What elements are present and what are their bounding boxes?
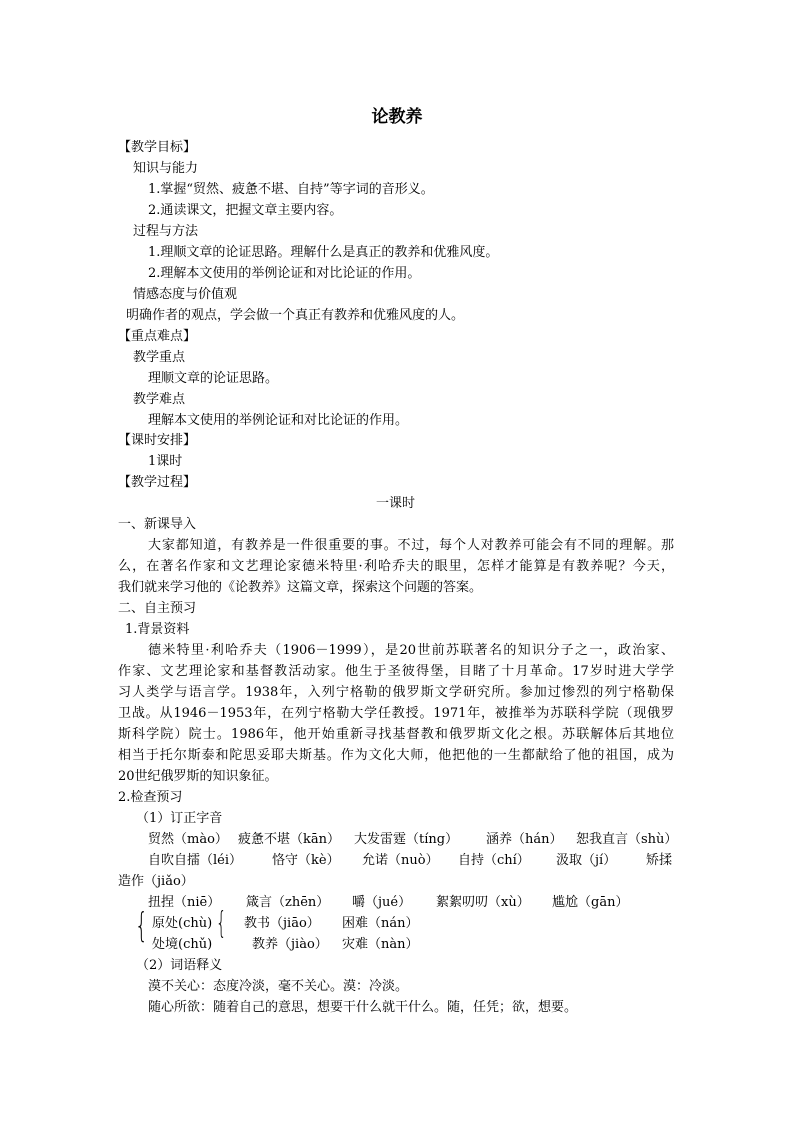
difficulty-text: 理解本文使用的举例论证和对比论证的作用。 bbox=[148, 413, 409, 428]
vocabulary-item: 漠不关心：态度冷淡，毫不关心。漠：冷淡。 bbox=[148, 979, 409, 994]
subsection-pronunciation: （1）订正字音 bbox=[136, 811, 223, 826]
schedule-text: 1课时 bbox=[148, 454, 183, 469]
section-heading-schedule: 【课时安排】 bbox=[118, 433, 197, 448]
goal-item: 2.理解本文使用的举例论证和对比论证的作用。 bbox=[148, 266, 421, 281]
word-item: 贸然（mào） bbox=[148, 832, 228, 847]
polyphone-item: 教书（jiāo） bbox=[244, 916, 320, 931]
background-line: 卫战。从1946－1953年，在列宁格勒大学任教授。1971年，被推举为苏联科学院（现俄罗 bbox=[118, 706, 674, 721]
left-brace-icon: { bbox=[135, 906, 148, 946]
subheading-key: 教学重点 bbox=[133, 350, 186, 365]
subheading-difficulty: 教学难点 bbox=[133, 392, 186, 407]
word-item: 自吹自擂（léi） bbox=[148, 853, 243, 868]
word-item: 涵养（hán） bbox=[486, 832, 563, 847]
word-item: 嚼（jué） bbox=[352, 895, 412, 910]
section-heading-key-points: 【重点难点】 bbox=[118, 329, 197, 344]
word-item: 允诺（nuò） bbox=[362, 853, 439, 868]
check-label: 2.检查预习 bbox=[118, 790, 183, 805]
word-item: 大发雷霆（tíng） bbox=[354, 832, 459, 847]
polyphone-item: 原处(chù) bbox=[152, 916, 213, 931]
word-item: 造作（jiǎo） bbox=[118, 874, 194, 889]
subheading-process: 过程与方法 bbox=[133, 224, 199, 239]
background-line: 20世纪俄罗斯的知识象征。 bbox=[118, 769, 278, 784]
document-title: 论教养 bbox=[371, 107, 423, 127]
intro-line: 么，在著名作家和文艺理论家德米特里·利哈乔夫的眼里，怎样才能算是有教养呢？今天， bbox=[118, 559, 674, 574]
background-line: 相当于托尔斯泰和陀思妥耶夫斯基。作为文化大师，他把他的一生都献给了他的祖国，成为 bbox=[118, 748, 674, 763]
polyphone-item: 教养（jiào） bbox=[252, 937, 328, 952]
subheading-emotion: 情感态度与价值观 bbox=[133, 287, 238, 302]
goal-item: 1.理顺文章的论证思路。理解什么是真正的教养和优雅风度。 bbox=[148, 245, 499, 260]
background-line: 作家、文艺理论家和基督教活动家。他生于圣彼得堡，目睹了十月革命。17岁时进大学学 bbox=[118, 664, 674, 679]
goal-item: 1.掌握“贸然、疲惫不堪、自持”等字词的音形义。 bbox=[148, 182, 434, 197]
intro-line: 我们就来学习他的《论教养》这篇文章，探索这个问题的答案。 bbox=[118, 580, 483, 595]
word-item: 疲惫不堪（kān） bbox=[238, 832, 341, 847]
background-line: 习人类学与语言学。1938年，入列宁格勒的俄罗斯文学研究所。参加过惨烈的列宁格勒保 bbox=[118, 685, 674, 700]
goal-item: 明确作者的观点，学会做一个真正有教养和优雅风度的人。 bbox=[126, 308, 465, 323]
heading-intro: 一、新课导入 bbox=[118, 517, 197, 532]
subsection-vocabulary: （2）词语释义 bbox=[136, 958, 223, 973]
subheading-knowledge: 知识与能力 bbox=[133, 161, 199, 176]
background-line: 斯科学院）院士。1986年，他开始重新寻找基督教和俄罗斯文化之根。苏联解体后其地位 bbox=[118, 727, 674, 742]
word-item: 尴尬（gān） bbox=[552, 895, 629, 910]
word-item: 扭捏（niē） bbox=[148, 895, 221, 910]
word-item: 恪守（kè） bbox=[272, 853, 340, 868]
vocabulary-item: 随心所欲：随着自己的意思，想要干什么就干什么。随，任凭；欲，想要。 bbox=[148, 1000, 578, 1015]
key-text: 理顺文章的论证思路。 bbox=[148, 371, 279, 386]
word-item: 汲取（jí） bbox=[556, 853, 617, 868]
lesson-label: 一课时 bbox=[376, 496, 416, 511]
word-item: 自持（chí） bbox=[458, 853, 530, 868]
word-item: 恕我直言（shù） bbox=[576, 832, 678, 847]
word-item: 絮絮叨叨（xù） bbox=[436, 895, 530, 910]
polyphone-item: 灾难（nàn） bbox=[342, 937, 419, 952]
polyphone-item: 处境(chǔ) bbox=[152, 937, 213, 952]
background-line: 德米特里·利哈乔夫（1906－1999），是20世前苏联著名的知识分子之一，政治家、 bbox=[148, 643, 674, 658]
left-brace-icon: { bbox=[216, 906, 227, 941]
background-label: 1.背景资料 bbox=[125, 622, 190, 637]
word-item: 矫揉 bbox=[646, 853, 673, 868]
section-heading-procedure: 【教学过程】 bbox=[118, 475, 197, 490]
heading-preview: 二、自主预习 bbox=[118, 601, 197, 616]
intro-line: 大家都知道，有教养是一件很重要的事。不过，每个人对教养可能会有不同的理解。那 bbox=[148, 538, 674, 553]
goal-item: 2.通读课文，把握文章主要内容。 bbox=[148, 203, 343, 218]
section-heading-goals: 【教学目标】 bbox=[118, 140, 197, 155]
polyphone-item: 困难（nán） bbox=[342, 916, 419, 931]
word-item: 箴言（zhēn） bbox=[246, 895, 330, 910]
